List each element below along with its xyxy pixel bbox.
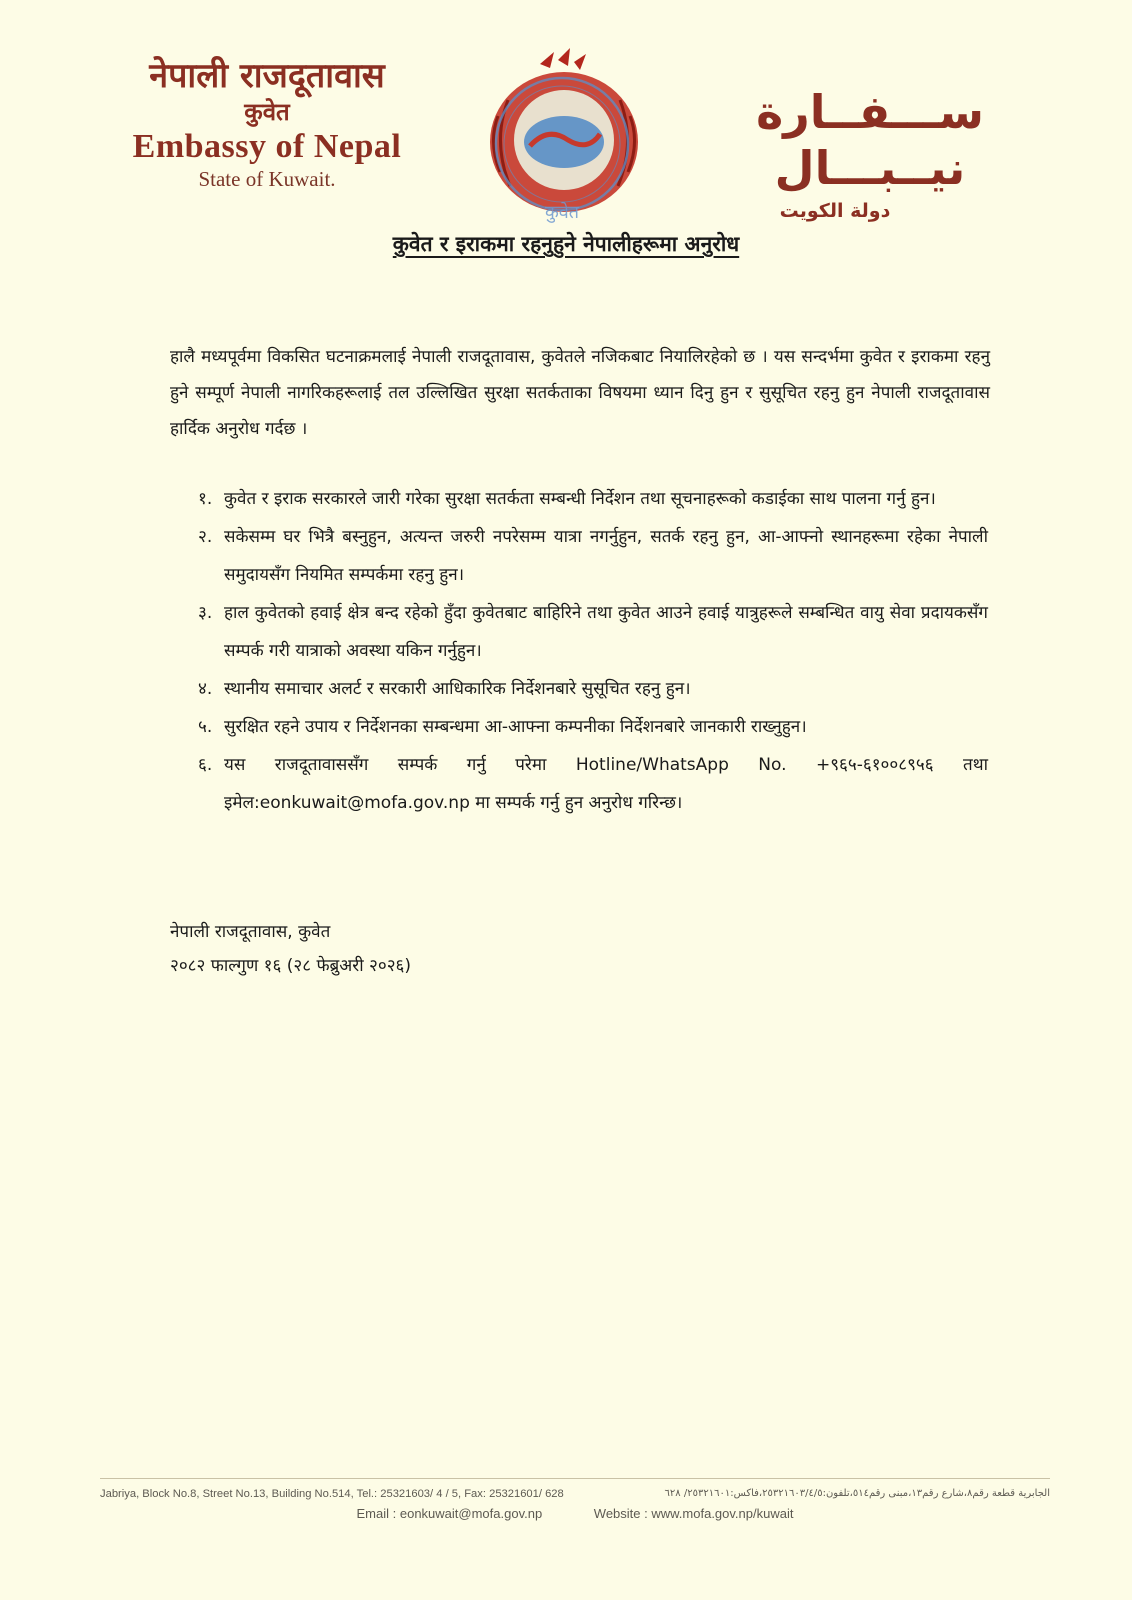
list-item-text: स्थानीय समाचार अलर्ट र सरकारी आधिकारिक निर्देशनबारे सुसूचित रहनु हुन।: [224, 679, 691, 699]
embassy-name-nepali: नेपाली राजदूतावास: [149, 56, 385, 96]
embassy-state-arabic: دولة الكويت: [779, 200, 891, 222]
embassy-state-english: State of Kuwait.: [198, 167, 336, 191]
emblem-flag-peaks: [540, 48, 586, 70]
list-item-number: ५.: [198, 717, 213, 737]
footer-address-arabic: الجابرية قطعة رقم٨،شارع رقم١٣،مبنى رقم٥١٤،تلفون:٢٥٣٢١٦٠٣/٤/٥،فاكس:٢٥٣٢١٦٠١/ ٦٢٨: [664, 1488, 1050, 1499]
list-item-text: सुरक्षित रहने उपाय र निर्देशनका सम्बन्धमा आ-आफ्ना कम्पनीका निर्देशनबारे जानकारी राख्नुहुन।: [224, 717, 807, 737]
list-item: [198, 594, 988, 670]
list-item: [198, 746, 988, 822]
subject-text: कुवेत र इराकमा रहनुहुने नेपालीहरूमा अनुरोध: [392, 232, 740, 256]
list-item-text: सकेसम्म घर भित्रै बस्नुहुन, अत्यन्त जरुरी नपरेसम्म यात्रा नगर्नुहुन, सतर्क रहनु हुन, आ-आफ्नो स्थानहरूमा रहेका नेपाली समुदायसँग नियमित सम्पर्कमा रहनु हुन।: [224, 527, 988, 585]
list-item: [198, 670, 988, 708]
list-item-number: १.: [198, 489, 213, 509]
embassy-name-english: Embassy of Nepal: [132, 128, 402, 165]
letter-subject: [0, 230, 1132, 258]
embassy-city-nepali: कुवेत: [244, 97, 290, 126]
list-item: [198, 480, 988, 518]
list-item-number: २.: [198, 527, 213, 547]
list-item-text: कुवेत र इराक सरकारले जारी गरेका सुरक्षा सतर्कता सम्बन्धी निर्देशन तथा सूचनाहरूको कडाईका साथ पालना गर्नु हुन।: [224, 489, 936, 509]
list-item-text: हाल कुवेतको हवाई क्षेत्र बन्द रहेको हुँदा कुवेतबाट बाहिरिने तथा कुवेत आउने हवाई यात्रुहरूले सम्बन्धित वायु सेवा प्रदायकसँग सम्पर्क गरी यात्राको अवस्था यकिन गर्नुहुन।: [224, 603, 988, 661]
nepal-emblem-seal: [478, 46, 650, 228]
list-item: [198, 708, 988, 746]
list-item-number: ३.: [198, 603, 213, 623]
footer-email: Email : eonkuwait@mofa.gov.np: [356, 1506, 543, 1521]
stamp-text: कुवेत: [544, 202, 580, 223]
signature-block: [170, 915, 411, 983]
intro-paragraph: हालै मध्यपूर्वमा विकसित घटनाक्रमलाई नेपाली राजदूतावास, कुवेतले नजिकबाट नियालिरहेको छ । यस सन्दर्भमा कुवेत र इराकमा रहनु हुने सम्पूर्ण नेपाली नागरिकहरूलाई तल उल्लिखित सुरक्षा सतर्कताका विषयमा ध्यान दिनु हुन र सुसूचित रहनु हुन नेपाली राजदूतावास हार्दिक अनुरोध गर्दछ ।: [170, 347, 990, 439]
list-item-number: ६.: [198, 755, 213, 775]
footer-address-english: Jabriya, Block No.8, Street No.13, Building No.514, Tel.: 25321603/ 4 / 5, Fax: 25321601/ 628: [100, 1488, 564, 1500]
list-item: [198, 518, 988, 594]
signature-office: नेपाली राजदूतावास, कुवेत: [170, 922, 331, 942]
footer-website: Website : www.mofa.gov.np/kuwait: [593, 1506, 794, 1521]
letterhead-right: [690, 84, 1050, 226]
list-item-text: यस राजदूतावाससँग सम्पर्क गर्नु परेमा Hotline/WhatsApp No. +९६५-६१००८९५६ तथा इमेल:eonkuwait@mofa.gov.np मा सम्पर्क गर्नु हुन अनुरोध गरिन्छ।: [224, 755, 988, 813]
instruction-list: [198, 480, 988, 822]
embassy-name-arabic: ســـفــارة نيــبـــال: [756, 85, 984, 195]
list-item-number: ४.: [198, 679, 213, 699]
letterhead-left: [92, 56, 442, 192]
signature-date: २०८२ फाल्गुण १६ (२८ फेब्रुअरी २०२६): [170, 956, 412, 976]
letter-footer: [100, 1478, 1050, 1525]
